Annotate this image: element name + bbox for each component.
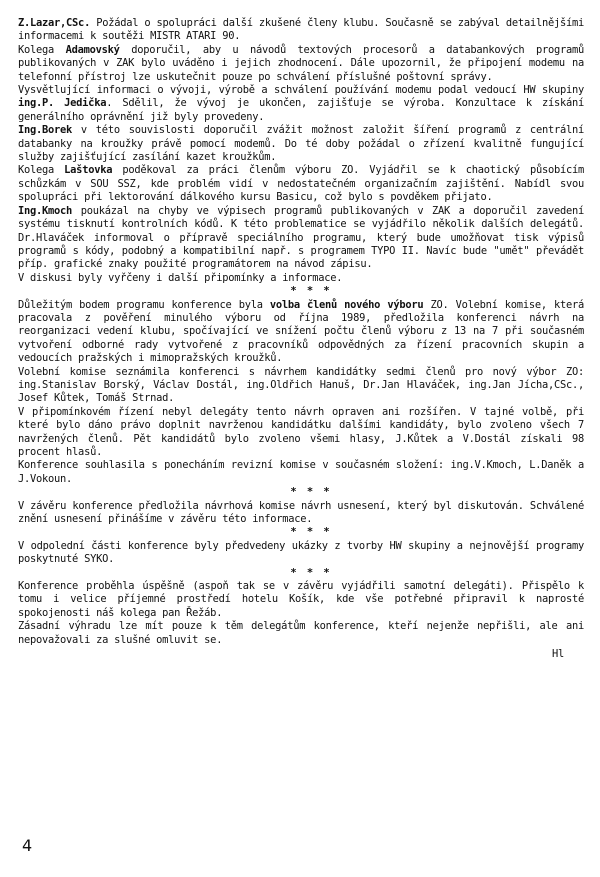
election-section [18, 299, 584, 487]
paragraph-text: ZO. Volební komise, která pracovala z pověření minulého výboru od října 1989, předložila konferenci návrh na reorganizaci vedení klubu, spočívající ve snížení počtu členů výboru z 13 na 7 při současném vytvoření odborné rady vytvořené z pracovníků odpovědných za řízení pracovních skupin a vedoucích pražských i mimopražských kroužků. [18, 298, 584, 365]
page-number: 4 [22, 836, 33, 855]
paragraph-text: Kolega [18, 43, 66, 56]
highlighted-name: ing.P. Jedička [18, 97, 107, 110]
paragraph [18, 500, 584, 527]
paragraph [18, 272, 584, 285]
paragraph [18, 84, 584, 124]
paragraph-text: Volební komise seznámila konferenci s návrhem kandidátky sedmi členů pro nový výbor ZO: ing.Stanislav Borský, Václav Dostál, ing.Oldřich Hanuš, Dr.Jan Hlaváček, ing.Jan Jícha,CSc., Josef Kůtek, Tomáš Strnad. [18, 365, 584, 405]
paragraph-text: Kolega [18, 164, 65, 177]
highlighted-name: Ing.Borek [18, 124, 73, 137]
paragraph-text: V odpolední části konference byly předvedeny ukázky z tvorby HW skupiny a nejnovější programy poskytnuté SYKO. [18, 539, 584, 566]
section-separator: * * * [290, 285, 332, 298]
paragraph-text: V závěru konference předložila návrhová komise návrh usnesení, který byl diskutován. Schválené znění usnesení přinášíme v závěru této informace. [18, 499, 584, 526]
paragraph-text: doporučil, aby u návodů textových procesorů a databankových programů publikovaných v ZAK bylo uváděno i jejich zhodnocení. Dále upozornil, že připojení modemu na telefonní přístroj lze uskutečnit pouze po schválení příslušné poštovní správy. [18, 43, 584, 83]
paragraph-text: poukázal na chyby ve výpisech programů publikovaných v ZAK a doporučil zavedení systému tisknutí kontrolních kódů. K této problematice se vyjádřilo několik dalších delegátů. Dr.Hlaváček informoval o přípravě speciálního programu, který bude umožňovat tisk výpisů programů s kódy, podobný a kompatibilní např. s programem TYPO II. Navíc bude "umět" převádět příp. grafické znaky použité programátorem na návod zápisu. [18, 204, 584, 271]
paragraph-text: poděkoval za práci členům výboru ZO. Vyjádřil se k chaotický působícím schůzkám v SOU SSZ, kde problém vidí v nedostatečném organizačním zajištění. Nabídl svou spolupráci při lektorování dálkového kursu Basicu, což bylo s povděkem přijato. [18, 164, 584, 204]
paragraph [18, 44, 584, 84]
closing-section [18, 580, 584, 647]
paragraph-text: Vysvětlující informaci o vývoji, výrobě a schválení používání modemu podal vedoucí HW skupiny [18, 84, 584, 97]
section-separator: * * * [290, 486, 332, 499]
highlighted-name: volba členů nového výboru [269, 298, 424, 311]
paragraph-text: Zásadní výhradu lze mít pouze k těm delegátům konference, kteří nejenže nepřišli, ale ani nepovažovali za slušné omluvit se. [18, 620, 584, 646]
paragraph [18, 580, 584, 620]
paragraph [18, 17, 584, 44]
paragraph [18, 620, 584, 647]
discussion-section [18, 17, 584, 285]
afternoon-section [18, 540, 584, 567]
paragraph [18, 299, 584, 366]
paragraph-text: Důležitým bodem programu konference byla [18, 298, 270, 311]
highlighted-name: Adamovský [65, 43, 120, 56]
article-text [18, 17, 584, 662]
paragraph [18, 124, 584, 164]
section-separator: * * * [290, 526, 332, 539]
paragraph [18, 205, 584, 272]
author-signature: Hl [551, 648, 564, 661]
paragraph [18, 406, 584, 460]
paragraph-text: . Sdělil, že vývoj je ukončen, zajišťuje se výroba. Konzultace k získání generálního oprávnění již byly provedeny. [18, 97, 584, 123]
highlighted-name: Laštovka [64, 164, 113, 177]
paragraph-text: V diskusi byly vyřčeny i další připomínky a informace. [18, 271, 343, 284]
paragraph-text: Konference proběhla úspěšně (aspoň tak se v závěru vyjádřili samotní delegáti). Přispělo k tomu i velice příjemné prostředí hotelu Košík, kde vše potřebné připravil k naprosté spokojenosti náš kolega pan Řežáb. [18, 580, 584, 619]
paragraph-text: V připomínkovém řízení nebyl delegáty tento návrh opraven ani rozšířen. V tajné volbě, při které bylo dáno právo doplnit navrženou kandidátku dalšími kandidáty, bylo zvoleno všech 7 navržených členů. Pět kandidátů bylo zvoleno všemi hlasy, J.Kůtek a V.Dostál získali 98 procent hlasů. [18, 405, 584, 458]
paragraph [18, 164, 584, 204]
paragraph [18, 540, 584, 567]
section-separator: * * * [290, 566, 332, 579]
paragraph-text: v této souvislosti doporučil zvážit možnost založit šíření programů z centrální databanky na kroužky právě pomocí modemů. Do té doby požádal o zřízení kvalitně fungující služby zajišťující zasílání kazet kroužkům. [18, 124, 584, 164]
paragraph-text: Konference souhlasila s ponecháním revizní komise v současném složení: ing.V.Kmoch, L.Daněk a J.Vokoun. [18, 459, 584, 485]
paragraph [18, 366, 584, 406]
highlighted-name: Ing.Kmoch [18, 204, 73, 217]
resolution-section [18, 500, 584, 527]
highlighted-name: Z.Lazar,CSc. [18, 17, 91, 29]
paragraph-text: Požádal o spolupráci další zkušené členy klubu. Současně se zabýval detailnějšími informacemi k soutěži MISTR ATARI 90. [18, 17, 584, 43]
paragraph [18, 459, 584, 486]
